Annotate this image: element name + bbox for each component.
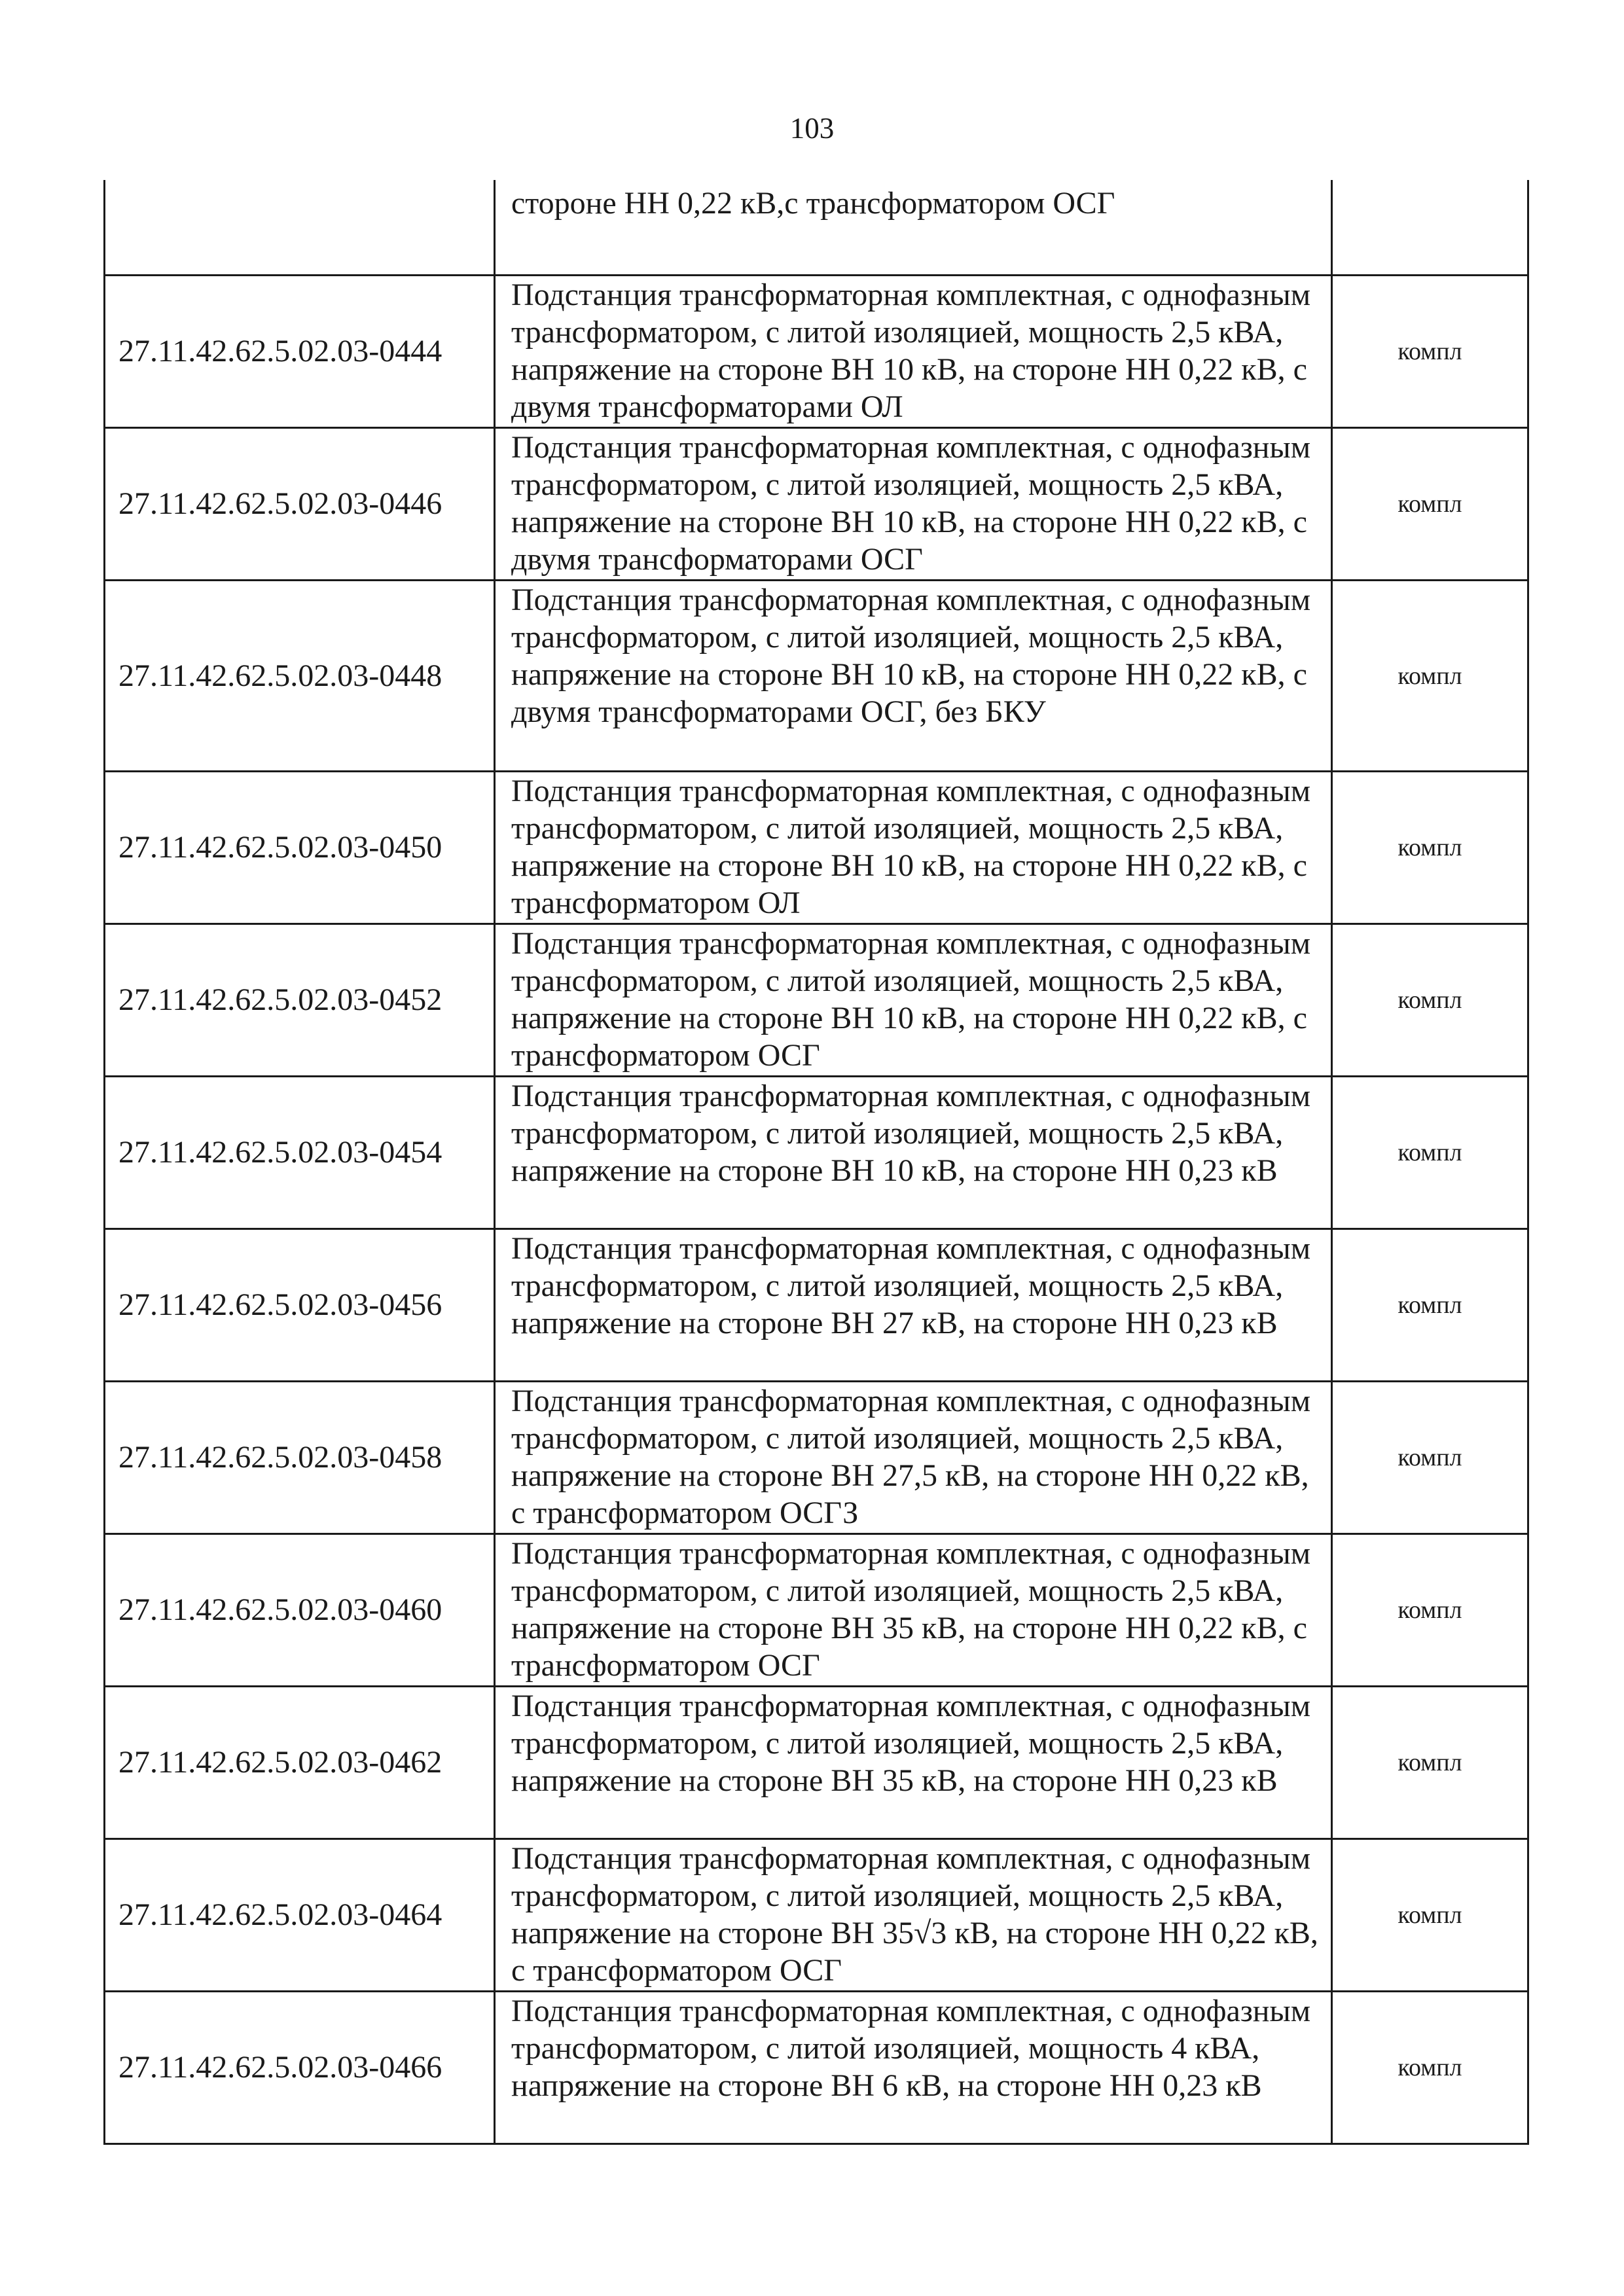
unit-cell: [1332, 180, 1528, 276]
code-cell: 27.11.42.62.5.02.03-0460: [105, 1534, 495, 1687]
description-cell: Подстанция трансформаторная комплектная, с однофазным трансформатором, с литой изоляцией, мощность 4 кВА, напряжение на стороне ВН 6 кВ, на стороне НН 0,23 кВ: [495, 1992, 1332, 2144]
description-cell: Подстанция трансформаторная комплектная, с однофазным трансформатором, с литой изоляцией, мощность 2,5 кВА, напряжение на стороне ВН 10 кВ, на стороне НН 0,22 кВ, с трансформатором ОЛ: [495, 772, 1332, 924]
resource-table: [103, 180, 1529, 2145]
table-row: [105, 1992, 1528, 2144]
table-row: [105, 924, 1528, 1077]
description-cell: Подстанция трансформаторная комплектная, с однофазным трансформатором, с литой изоляцией, мощность 2,5 кВА, напряжение на стороне ВН 35√3 кВ, на стороне НН 0,22 кВ, с трансформатором ОСГ: [495, 1839, 1332, 1992]
page-number: 103: [789, 112, 835, 145]
code-cell: 27.11.42.62.5.02.03-0452: [105, 924, 495, 1077]
code-cell: 27.11.42.62.5.02.03-0466: [105, 1992, 495, 2144]
table-row: [105, 276, 1528, 428]
table-row: [105, 428, 1528, 581]
unit-cell: компл: [1332, 1687, 1528, 1839]
description-cell: Подстанция трансформаторная комплектная, с однофазным трансформатором, с литой изоляцией, мощность 2,5 кВА, напряжение на стороне ВН 10 кВ, на стороне НН 0,23 кВ: [495, 1077, 1332, 1229]
unit-cell: компл: [1332, 1992, 1528, 2144]
description-cell: Подстанция трансформаторная комплектная, с однофазным трансформатором, с литой изоляцией, мощность 2,5 кВА, напряжение на стороне ВН 27,5 кВ, на стороне НН 0,22 кВ, с трансформатором ОСГЗ: [495, 1382, 1332, 1534]
description-cell: Подстанция трансформаторная комплектная, с однофазным трансформатором, с литой изоляцией, мощность 2,5 кВА, напряжение на стороне ВН 10 кВ, на стороне НН 0,22 кВ, с трансформатором ОСГ: [495, 924, 1332, 1077]
code-cell: 27.11.42.62.5.02.03-0448: [105, 581, 495, 772]
code-cell: 27.11.42.62.5.02.03-0446: [105, 428, 495, 581]
description-cell: стороне НН 0,22 кВ,с трансформатором ОСГ: [495, 180, 1332, 276]
description-cell: Подстанция трансформаторная комплектная, с однофазным трансформатором, с литой изоляцией, мощность 2,5 кВА, напряжение на стороне ВН 27 кВ, на стороне НН 0,23 кВ: [495, 1229, 1332, 1382]
description-cell: Подстанция трансформаторная комплектная, с однофазным трансформатором, с литой изоляцией, мощность 2,5 кВА, напряжение на стороне ВН 10 кВ, на стороне НН 0,22 кВ, с двумя трансформаторами ОЛ: [495, 276, 1332, 428]
resource-table-body: [105, 180, 1528, 2144]
table-row: [105, 1382, 1528, 1534]
table-row: [105, 1687, 1528, 1839]
code-cell: 27.11.42.62.5.02.03-0454: [105, 1077, 495, 1229]
code-cell: 27.11.42.62.5.02.03-0450: [105, 772, 495, 924]
unit-cell: компл: [1332, 1839, 1528, 1992]
description-cell: Подстанция трансформаторная комплектная, с однофазным трансформатором, с литой изоляцией, мощность 2,5 кВА, напряжение на стороне ВН 35 кВ, на стороне НН 0,22 кВ, с трансформатором ОСГ: [495, 1534, 1332, 1687]
unit-cell: компл: [1332, 1382, 1528, 1534]
code-cell: 27.11.42.62.5.02.03-0458: [105, 1382, 495, 1534]
unit-cell: компл: [1332, 1077, 1528, 1229]
table-row: [105, 581, 1528, 772]
unit-cell: компл: [1332, 924, 1528, 1077]
table-row: [105, 1229, 1528, 1382]
code-cell: 27.11.42.62.5.02.03-0464: [105, 1839, 495, 1992]
unit-cell: компл: [1332, 1229, 1528, 1382]
unit-cell: компл: [1332, 581, 1528, 772]
code-cell: [105, 180, 495, 276]
table-row: [105, 1534, 1528, 1687]
unit-cell: компл: [1332, 772, 1528, 924]
unit-cell: компл: [1332, 276, 1528, 428]
code-cell: 27.11.42.62.5.02.03-0462: [105, 1687, 495, 1839]
unit-cell: компл: [1332, 1534, 1528, 1687]
table-row: [105, 1839, 1528, 1992]
description-cell: Подстанция трансформаторная комплектная, с однофазным трансформатором, с литой изоляцией, мощность 2,5 кВА, напряжение на стороне ВН 10 кВ, на стороне НН 0,22 кВ, с двумя трансформаторами ОСГ: [495, 428, 1332, 581]
unit-cell: компл: [1332, 428, 1528, 581]
table-row: [105, 1077, 1528, 1229]
code-cell: 27.11.42.62.5.02.03-0444: [105, 276, 495, 428]
description-cell: Подстанция трансформаторная комплектная, с однофазным трансформатором, с литой изоляцией, мощность 2,5 кВА, напряжение на стороне ВН 10 кВ, на стороне НН 0,22 кВ, с двумя трансформаторами ОСГ, без БКУ: [495, 581, 1332, 772]
code-cell: 27.11.42.62.5.02.03-0456: [105, 1229, 495, 1382]
table-row: [105, 772, 1528, 924]
description-cell: Подстанция трансформаторная комплектная, с однофазным трансформатором, с литой изоляцией, мощность 2,5 кВА, напряжение на стороне ВН 35 кВ, на стороне НН 0,23 кВ: [495, 1687, 1332, 1839]
table-row-continuation: [105, 180, 1528, 276]
